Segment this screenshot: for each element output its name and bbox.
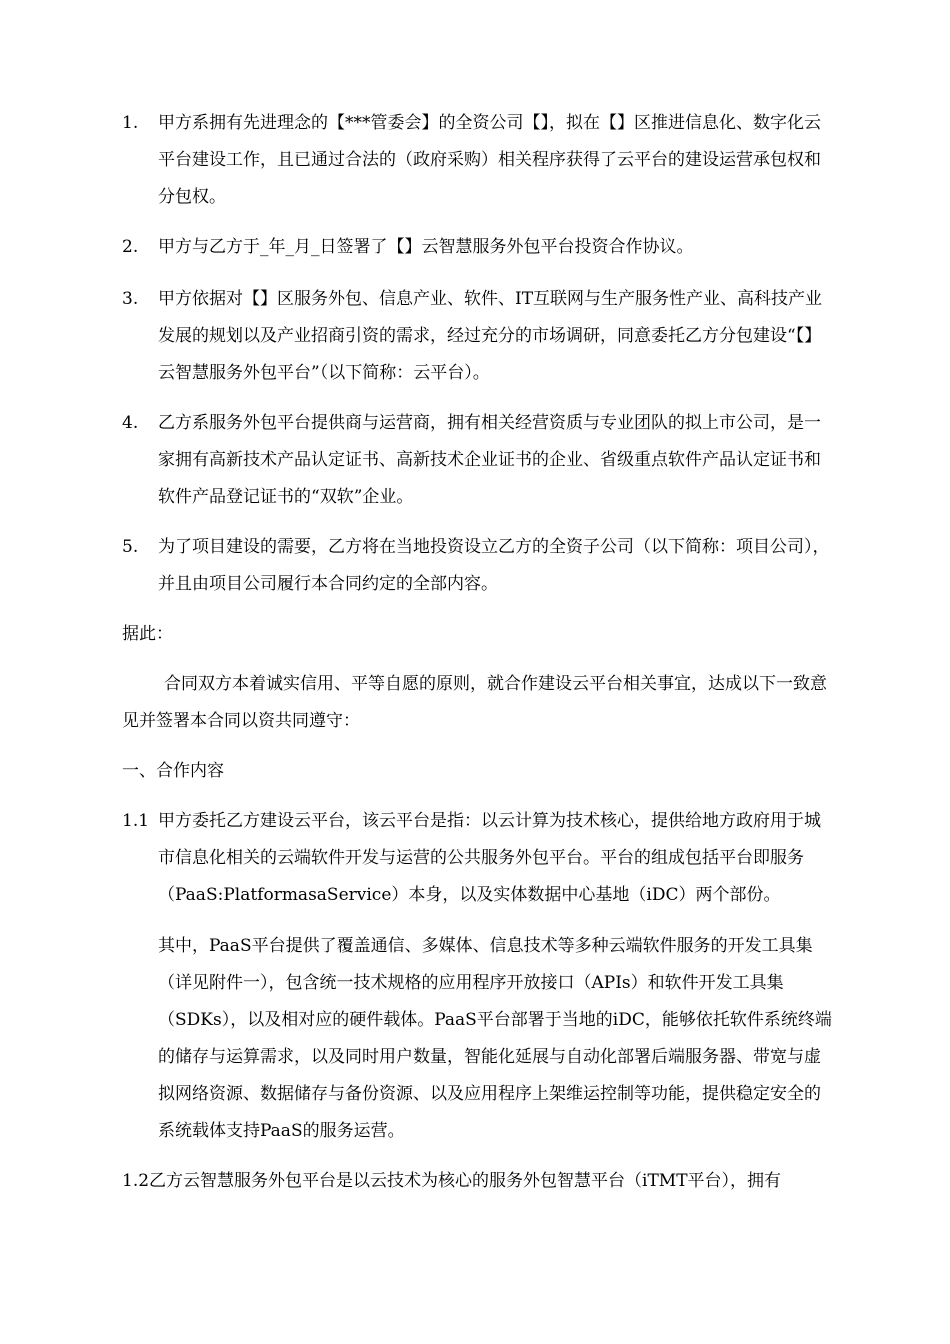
clause-1-1 [122,803,834,914]
list-item-1 [122,105,834,216]
item-text: 甲方与乙方于_年_月_日签署了【】云智慧服务外包平台投资合作协议。 [158,237,694,257]
whereas-line: 据此： [122,624,173,644]
list-item-2 [122,229,834,266]
list-item-3 [122,281,834,392]
item-text: 甲方依据对【】区服务外包、信息产业、软件、IT互联网与生产服务性产业、高科技产业发展的规划以及产业招商引资的需求，经过充分的市场调研，同意委托乙方分包建设“【】云智慧服务外包平台”（以下简称：云平台）。 [158,289,823,383]
item-text: 乙方系服务外包平台提供商与运营商，拥有相关经营资质与专业团队的拟上市公司，是一家拥有高新技术产品认定证书、高新技术企业证书的企业、省级重点软件产品认定证书和软件产品登记证书的“双软”企业。 [158,413,821,507]
section-heading: 一、合作内容 [122,761,224,781]
item-number: 3. [122,289,139,309]
clause-1-1-paragraph-2: 其中，PaaS平台提供了覆盖通信、多媒体、信息技术等多种云端软件服务的开发工具集（详见附件一），包含统一技术规格的应用程序开放接口（APIs）和软件开发工具集（SDKs），以及相对应的硬件载体。PaaS平台部署于当地的iDC，能够依托软件系统终端的储存与运算需求，以及同时用户数量，智能化延展与自动化部署后端服务器、带宽与虚拟网络资源、数据储存与备份资源、以及应用程序上架维运控制等功能，提供稳定安全的系统载体支持PaaS的服务运营。 [158,936,832,1141]
preamble-paragraph: 合同双方本着诚实信用、平等自愿的原则，就合作建设云平台相关事宜，达成以下一致意见并签署本合同以资共同遵守： [122,674,827,731]
item-number: 2. [122,237,139,257]
clause-number: 1.1 [122,811,150,831]
list-item-5 [122,529,834,603]
item-text: 甲方系拥有先进理念的【***管委会】的全资公司【】，拟在【】区推进信息化、数字化云平台建设工作，且已通过合法的（政府采购）相关程序获得了云平台的建设运营承包权和分包权。 [158,113,821,207]
clause-text: 甲方委托乙方建设云平台，该云平台是指：以云计算为技术核心，提供给地方政府用于城市信息化相关的云端软件开发与运营的公共服务外包平台。平台的组成包括平台即服务（PaaS:PlatformasaService）本身，以及实体数据中心基地（iDC）两个部份。 [158,811,821,905]
item-number: 5. [122,537,139,557]
clause-1-2: 1.2乙方云智慧服务外包平台是以云技术为核心的服务外包智慧平台（iTMT平台），拥有 [122,1171,782,1191]
item-text: 为了项目建设的需要，乙方将在当地投资设立乙方的全资子公司（以下简称：项目公司），并且由项目公司履行本合同约定的全部内容。 [158,537,830,594]
item-number: 4. [122,413,139,433]
list-item-4 [122,405,834,516]
item-number: 1. [122,113,139,133]
